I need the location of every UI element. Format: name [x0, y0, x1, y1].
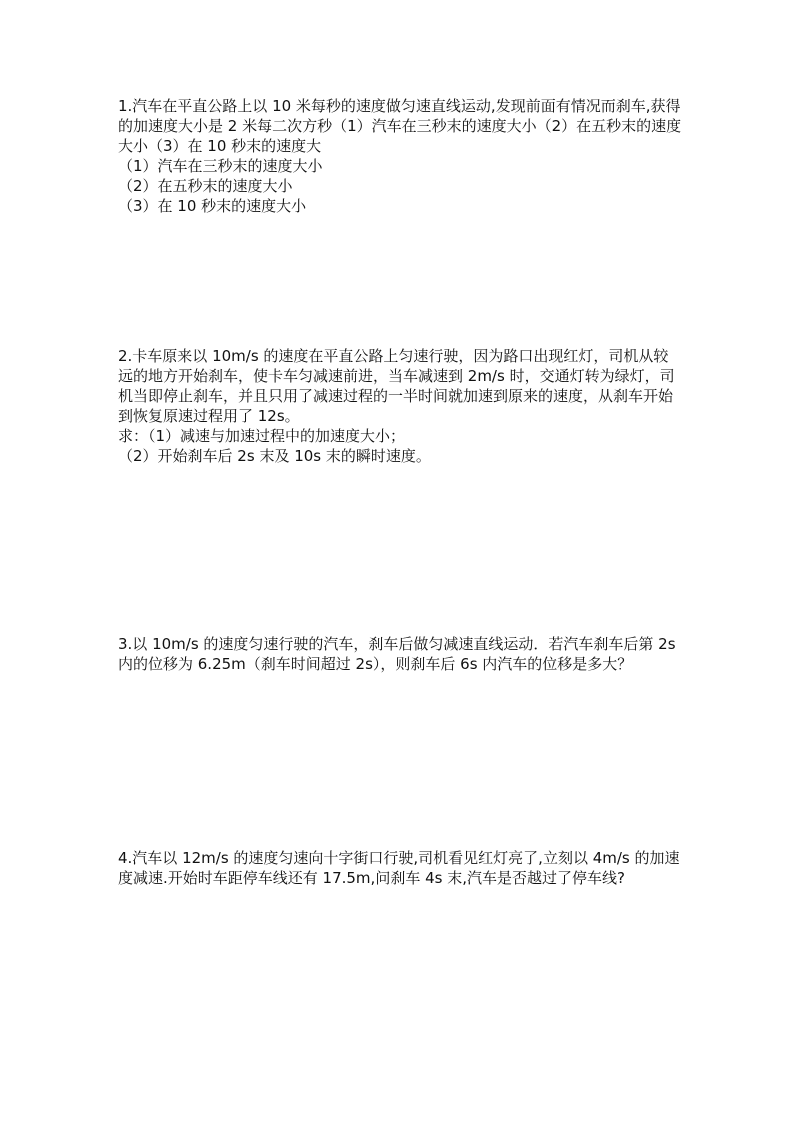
problem-1	[118, 96, 683, 216]
problem-2	[118, 346, 683, 466]
problem-2-question-2: （2）开始刹车后 2s 末及 10s 末的瞬时速度。	[118, 447, 431, 465]
problem-1-question-2: （2）在五秒末的速度大小	[118, 177, 293, 195]
problem-3	[118, 634, 683, 674]
problem-2-statement: 2.卡车原来以 10m/s 的速度在平直公路上匀速行驶，因为路口出现红灯，司机从较远的地方开始刹车，使卡车匀减速前进，当车减速到 2m/s 时，交通灯转为绿灯，司机当即停止刹车，并且只用了减速过程的一半时间就加速到原来的速度，从刹车开始到恢复原速过程用了 12s。	[118, 347, 675, 425]
problem-2-question-1: 求：（1）减速与加速过程中的加速度大小；	[118, 427, 406, 445]
problem-1-question-3: （3）在 10 秒末的速度大小	[118, 197, 307, 215]
problem-1-statement: 1.汽车在平直公路上以 10 米每秒的速度做匀速直线运动,发现前面有情况而刹车,获得的加速度大小是 2 米每二次方秒（1）汽车在三秒末的速度大小（2）在五秒末的速度大小（3）在 10 秒末的速度大	[118, 97, 682, 155]
problem-1-question-1: （1）汽车在三秒末的速度大小	[118, 157, 323, 175]
problem-4-statement: 4.汽车以 12m/s 的速度匀速向十字街口行驶,司机看见红灯亮了,立刻以 4m/s 的加速度减速.开始时车距停车线还有 17.5m,问刹车 4s 末,汽车是否越过了停车线?	[118, 849, 680, 887]
problem-3-statement: 3.以 10m/s 的速度匀速行驶的汽车，刹车后做匀减速直线运动．若汽车刹车后第 2s 内的位移为 6.25m（刹车时间超过 2s），则刹车后 6s 内汽车的位移是多大？	[118, 635, 676, 673]
problem-4	[118, 848, 683, 888]
